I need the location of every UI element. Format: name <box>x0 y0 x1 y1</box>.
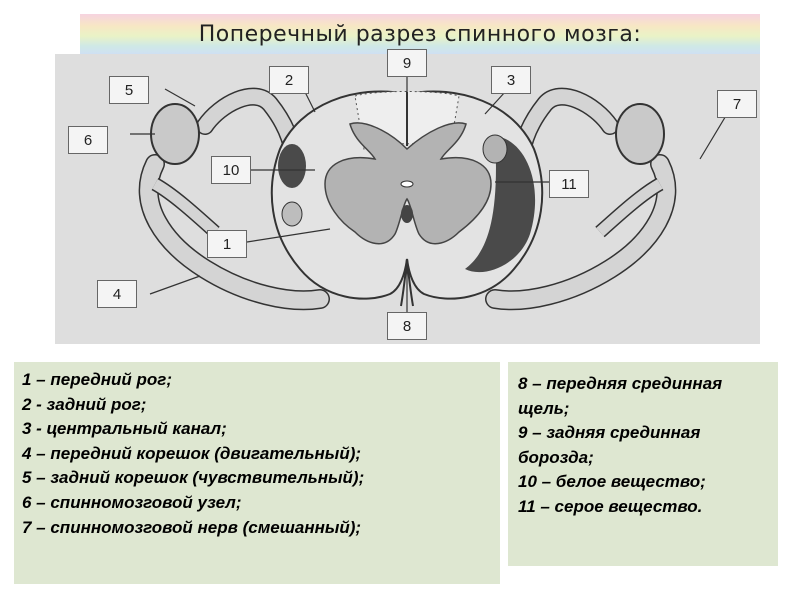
light-tract-left <box>282 202 302 226</box>
marker-4: 4 <box>97 280 137 308</box>
legend-item-5: 5 – задний корешок (чувствительный); <box>22 468 365 488</box>
marker-1: 1 <box>207 230 247 258</box>
right-ganglion <box>616 104 664 164</box>
marker-5: 5 <box>109 76 149 104</box>
marker-7: 7 <box>717 90 757 118</box>
legend-item-3: 3 - центральный канал; <box>22 419 227 439</box>
legend-item-11: 11 – серое вещество. <box>518 496 703 516</box>
marker-3: 3 <box>491 66 531 94</box>
legend-item-10: 10 – белое вещество; <box>518 472 706 492</box>
light-tract-right <box>483 135 507 163</box>
legend-left <box>14 362 500 584</box>
legend-item-4: 4 – передний корешок (двигательный); <box>22 443 362 463</box>
legend-item-9: 9 – задняя срединная борозда; <box>518 423 701 467</box>
left-ganglion <box>151 104 199 164</box>
title-bar <box>80 14 760 54</box>
legend-item-6: 6 – спинномозговой узел; <box>22 492 242 512</box>
legend-right <box>508 362 778 566</box>
marker-9: 9 <box>387 49 427 77</box>
central-canal <box>401 181 413 187</box>
dark-tract-left <box>278 144 306 188</box>
legend-item-1: 1 – передний рог; <box>22 370 173 389</box>
marker-6: 6 <box>68 126 108 154</box>
legend-item-7: 7 – спинномозговой нерв (смешанный); <box>22 517 362 537</box>
spinal-cord-svg <box>55 54 760 344</box>
marker-8: 8 <box>387 312 427 340</box>
anterior-fissure-dark <box>401 205 413 223</box>
legend-item-2: 2 - задний рог; <box>22 394 147 414</box>
spinal-cord-diagram <box>55 54 760 344</box>
marker-10: 10 <box>211 156 251 184</box>
marker-11: 11 <box>549 170 589 198</box>
legend-item-8: 8 – передняя срединная щель; <box>518 374 723 418</box>
marker-2: 2 <box>269 66 309 94</box>
page-title: Поперечный разрез спинного мозга: <box>198 22 642 47</box>
